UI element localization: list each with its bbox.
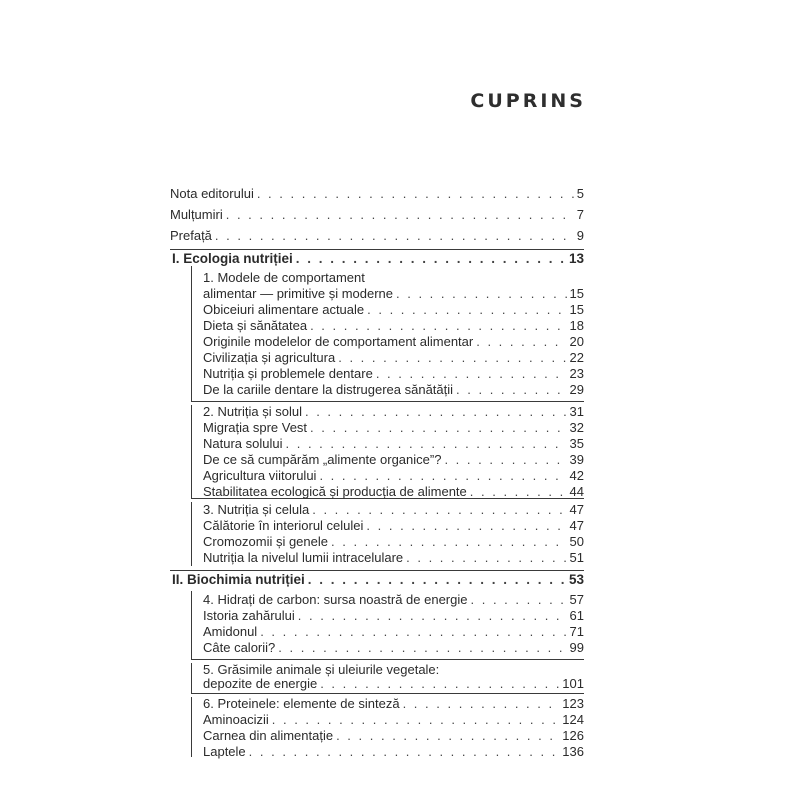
toc-entry: Obiceiuri alimentare actuale . . . 15 [203,302,584,318]
page-title: CUPRINS [470,90,586,112]
toc-entry: alimentar — primitive și moderne . . . 15 [203,286,584,302]
toc-entry: Originile modelelor de comportament alimentar . . . 20 [203,334,584,350]
toc-chapter: 4. Hidrați de carbon: sursa noastră de energie . . . 57 [203,592,584,608]
toc-entry: Nutriția și problemele dentare . . . 23 [203,366,584,382]
chapter-vline [191,591,192,659]
chapter-vline [191,266,192,401]
toc-entry: Laptele . . . 136 [203,744,584,760]
toc-chapter: 2. Nutriția și solul . . . 31 [203,404,584,420]
chapter-rule [191,693,584,694]
toc-part-heading: II. Biochimia nutriției . . . 53 [172,572,584,588]
part-rule [170,570,584,571]
chapter-rule [191,659,584,660]
toc-chapter: 5. Grăsimile animale și uleiurile vegetale: [203,662,440,677]
toc-entry: Mulțumiri . . . 7 [170,207,584,223]
toc-entry: Câte calorii? . . . 99 [203,640,584,656]
toc-entry: Amidonul . . . 71 [203,624,584,640]
toc-entry: De la cariile dentare la distrugerea sănătății . . . 29 [203,382,584,398]
toc-entry: Civilizația și agricultura . . . 22 [203,350,584,366]
toc-entry: Cromozomii și genele . . . 50 [203,534,584,550]
chapter-vline [191,663,192,693]
toc-entry: Migrația spre Vest . . . 32 [203,420,584,436]
toc-entry: Natura solului . . . 35 [203,436,584,452]
toc-chapter: 1. Modele de comportament [203,270,365,285]
toc-entry: Stabilitatea ecologică și producția de alimente . . . 44 [203,484,584,500]
toc-entry: Dieta și sănătatea . . . 18 [203,318,584,334]
toc-entry: Călătorie în interiorul celulei . . . 47 [203,518,584,534]
toc-entry: De ce să cumpărăm „alimente organice”? . . . 39 [203,452,584,468]
toc-entry: Carnea din alimentație . . . 126 [203,728,584,744]
toc-entry: Istoria zahărului . . . 61 [203,608,584,624]
toc-entry: depozite de energie . . . 101 [203,676,584,692]
chapter-rule [191,401,584,402]
chapter-vline [191,405,192,498]
toc-chapter: 6. Proteinele: elemente de sinteză . . . 123 [203,696,584,712]
toc-chapter: 3. Nutriția și celula . . . 47 [203,502,584,518]
toc-entry: Aminoacizii . . . 124 [203,712,584,728]
toc-entry: Nota editorului . . . 5 [170,186,584,202]
part-rule [170,249,584,250]
toc-entry: Agricultura viitorului . . . 42 [203,468,584,484]
toc-entry: Nutriția la nivelul lumii intracelulare . . . 51 [203,550,584,566]
toc-part-heading: I. Ecologia nutriției . . . 13 [172,251,584,267]
chapter-vline [191,697,192,757]
chapter-vline [191,502,192,566]
toc-entry: Prefață . . . 9 [170,228,584,244]
